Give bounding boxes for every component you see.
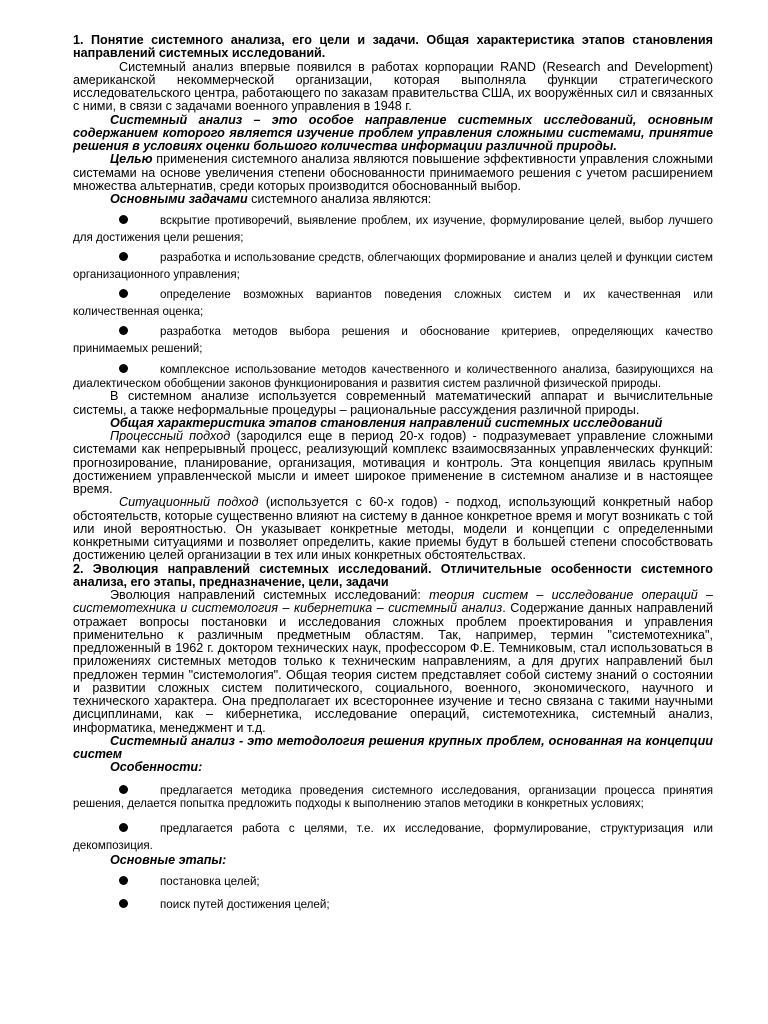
bullet-icon [119,289,128,298]
methodology-definition: Системный анализ - это методология решения крупных проблем, основанная на концепции систем [73,733,713,761]
definition-text: анализ – это особое направление системных исследований, основным содержанием которого является изучение проблем управления сложными системами, принятие решения в условиях оценки большого количества информации различной природы. [73,112,713,153]
general-heading: Общая характеристика этапов становления направлений системных исследований [110,415,663,430]
bullet-icon [119,364,128,373]
goal-paragraph [73,153,713,193]
bullet-icon [119,823,128,832]
process-text: (зародился еще в период 20-х годов) - подразумевает управление сложными системами как непрерывный процесс, реализующий комплекс взаимосвязанных управленческих функций: прогнозирование, планирование, организация, мотивация и контроль. Эта концепция явилась крупным достижением управленческой мысли и имеет широкое применение в системном анализе и в настоящее время. [73,429,713,496]
evolution-chain: теория систем – исследование операций – системотехника и системология – кибернетика – системный анализ [73,588,713,616]
bullet-icon [119,215,128,224]
situation-paragraph [73,496,713,562]
section-2-heading: 2. Эволюция направлений системных исследований. Отличительные особенности системного анализа, его этапы, предназначение, цели, задачи [73,561,713,589]
list-item: предлагается работа с целями, т.е. их исследование, формулирование, структуризация или декомпозиция. [73,821,713,852]
features-list [73,784,713,854]
stages-title: Основные этапы: [110,852,227,867]
tasks-term: Основными задачами [110,192,248,206]
situation-term: Ситуационный подход [119,495,259,510]
list-item: поиск путей достижения целей; [73,896,713,913]
bullet-icon [119,326,128,335]
process-paragraph [73,430,713,496]
tasks-list [73,212,713,390]
definition-term: Системный [110,112,188,127]
process-term: Процессный подход [110,429,231,443]
math-paragraph: В системном анализе используется современный математический аппарат и вычислительные системы, а также неформальные процедуры – рациональные рассуждения различной природы. [73,389,713,417]
situation-text: (используется с 60-х годов) - подход, использующий конкретный набор обстоятельств, которые существенно влияют на систему в данное конкретное время и могут возникать с той или иной вероятностью. Он указывает конкретные методы, модели и концепции с определенными конкретными ситуациями и позволяет определить, какие приемы будут в большей степени способствовать достижению целей организации в тех или иных конкретных обстоятельствах. [73,495,714,563]
goal-term: Целью [110,152,153,167]
stages-list [73,873,713,913]
document-body [73,34,713,913]
list-item: постановка целей; [73,873,713,890]
evolution-lead: Эволюция направлений системных исследований: [110,588,430,602]
bullet-icon [119,785,128,794]
goal-text: применения системного анализа являются повышение эффективности управления сложными системами на основе увеличения степени обоснованности принимаемого решения с учетом расширением множества альтернатив, среди которых производится обоснованный выбор. [73,152,713,193]
list-item: предлагается методика проведения системного исследования, организации процесса принятия решения, делается попытка предложить подходы к выполнению этапов методики в конкретных условиях; [73,783,713,810]
list-item: разработка и использование средств, облегчающих формирование и анализ целей и функции систем организационного управления; [73,251,713,282]
bullet-icon [119,876,128,885]
evolution-paragraph [73,589,713,735]
intro-paragraph: Системный анализ впервые появился в работах корпорации RAND (Research and Development) американской некоммерческой организации, которая выполняла функции стратегического исследовательского центра, работающего по заказам правительства США, их вооружённых сил и связанных с ними, в связи с задачами военного управления в 1948 г. [73,59,713,114]
tasks-intro-text: системного анализа являются: [247,192,432,206]
features-title: Особенности: [110,760,203,775]
list-item: разработка методов выбора решения и обоснование критериев, определяющих качество принимаемых решений; [73,325,713,356]
bullet-icon [119,252,128,261]
tasks-intro [73,193,713,206]
section-1-heading: 1. Понятие системного анализа, его цели и задачи. Общая характеристика этапов становления направлений системных исследований. [73,33,713,61]
list-item: комплексное использование методов качественного и количественного анализа, базирующихся на диалектическом обобщении законов функционирования и развития систем различной физической природы. [73,363,713,390]
evolution-text: . Содержание данных направлений отражает вопросы постановки и исследования сложных проблем проектирования и управления применительно к различным предметным областям. Так, например, термин "системотехника", предложенный в 1962 г. доктором технических наук, профессором Ф.Е. Темниковым, стал использоваться в приложениях системных методов только к техническим направлениям, а для других направлений был предложен термин "системология". Общая теория систем представляет собой систему знаний о состоянии и развитии сложных систем политического, социального, военного, экономического, научного и технического характера. Она предполагает их всестороннее изучение и тесно связана с такими научными дисциплинами, как – кибернетика, исследование операций, системотехника, системный анализ, информатика, менеджмент и т.д. [73,601,713,735]
definition-paragraph [73,114,713,154]
list-item: определение возможных вариантов поведения сложных систем и их качественная или количественная оценка; [73,288,713,319]
list-item: вскрытие противоречий, выявление проблем, их изучение, формулирование целей, выбор лучшего для достижения цели решения; [73,214,713,245]
bullet-icon [119,899,128,908]
